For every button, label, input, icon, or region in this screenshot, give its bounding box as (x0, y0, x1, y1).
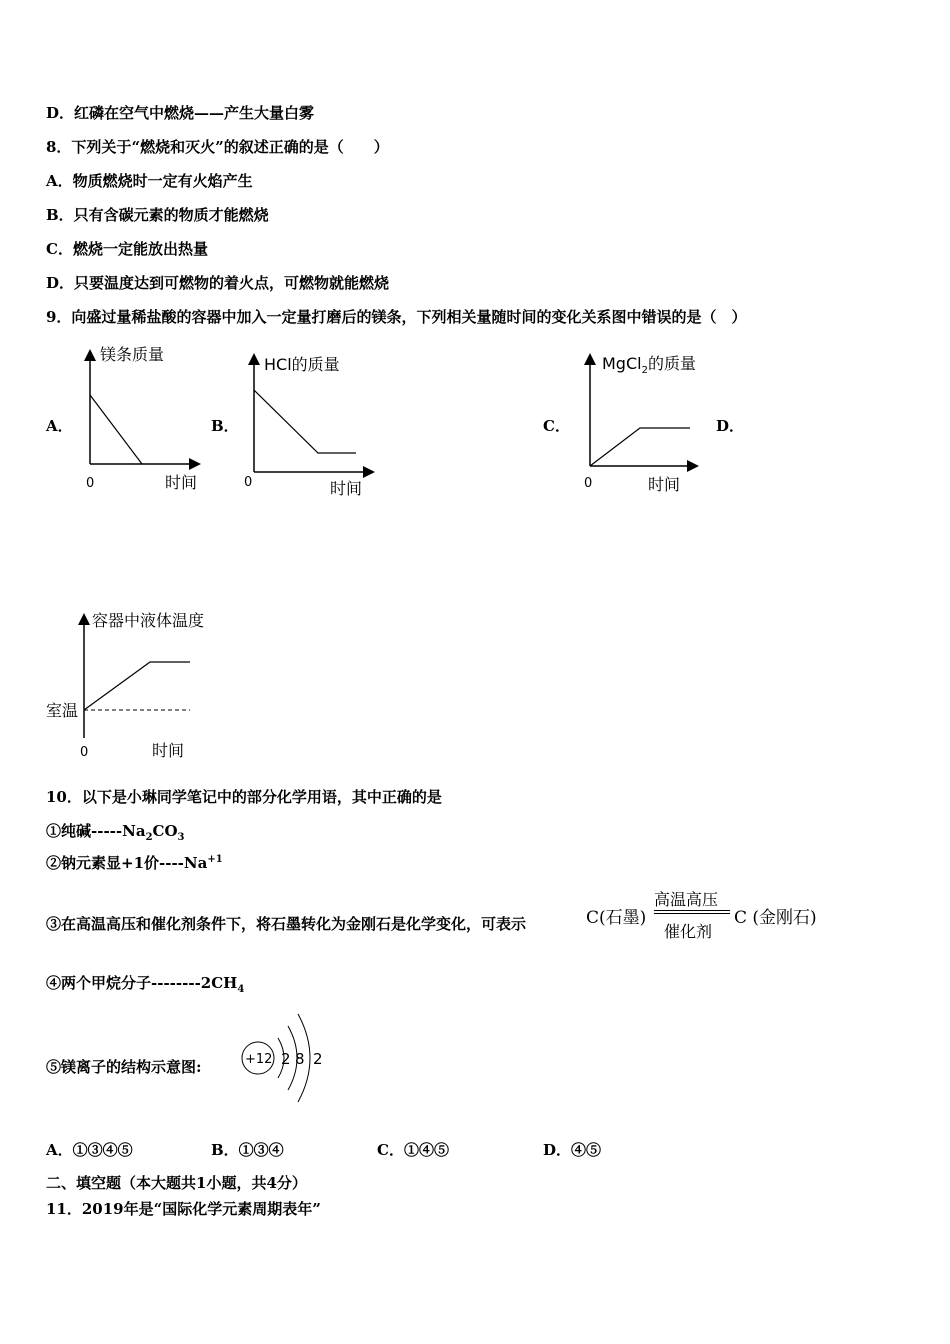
graph-d-xlabel: 时间 (152, 741, 185, 760)
q10-item2: ②钠元素显+1价$----Na^{+1}$ (46, 854, 223, 872)
shell-3-count: 2 (313, 1050, 323, 1068)
graph-a (74, 340, 214, 500)
q10-stem: 10．以下是小琳同学笔记中的部分化学用语，其中正确的是 (46, 788, 442, 806)
q9-label-d: D． (716, 417, 745, 435)
q10-item5: ⑤镁离子的结构示意图: (46, 1058, 202, 1076)
graph-c-ylabel: MgCl$_2$的质量 (602, 354, 696, 376)
q9-label-b: B． (211, 417, 239, 435)
graph-c-origin: 0 (584, 476, 593, 491)
graph-b (238, 348, 388, 504)
graph-b-ylabel: HCl的质量 (264, 355, 340, 374)
q10-option-a: A．①③④⑤ (46, 1141, 133, 1159)
q10-item3-arrow-top (654, 910, 730, 911)
graph-d-baseline-label: 室温 (46, 701, 79, 720)
q9-label-a: A． (46, 417, 73, 435)
q8-option-a: A．物质燃烧时一定有火焰产生 (46, 172, 253, 190)
graph-a-xlabel: 时间 (165, 473, 198, 492)
q10-item3-arrow-bottom (654, 913, 730, 914)
shell-1-count: 2 (281, 1050, 291, 1068)
q10-item4: ④两个甲烷分子$--------2CH_4$ (46, 974, 245, 995)
q8-stem: 8．下列关于“燃烧和灭火”的叙述正确的是（ ） (46, 138, 389, 156)
mg-ion-diagram (236, 1000, 336, 1118)
q10-item3-bottom: 催化剂 (664, 922, 713, 941)
q7-option-d: D．红磷在空气中燃烧——产生大量白雾 (46, 104, 315, 122)
q10-item3-top: 高温高压 (654, 890, 719, 909)
graph-a-origin: 0 (86, 476, 95, 491)
section2-heading: 二、填空题（本大题共1小题，共4分） (46, 1174, 307, 1192)
graph-a-curve (90, 395, 142, 464)
shell-2-count: 8 (295, 1050, 305, 1068)
graph-c-curve (590, 428, 690, 466)
nucleus-charge: +12 (245, 1052, 273, 1067)
graph-d-curve (84, 662, 190, 710)
q8-option-c: C．燃烧一定能放出热量 (46, 240, 208, 258)
q10-option-b: B．①③④ (211, 1141, 284, 1159)
graph-d (44, 604, 234, 764)
graph-b-curve (254, 390, 356, 453)
graph-b-origin: 0 (244, 475, 253, 490)
graph-b-xlabel: 时间 (330, 479, 363, 498)
q9-label-c: C． (543, 417, 570, 435)
graph-a-ylabel: 镁条质量 (100, 345, 165, 364)
graph-d-ylabel: 容器中液体温度 (92, 611, 205, 630)
q10-option-c: C．①④⑤ (377, 1141, 449, 1159)
q10-option-d: D．④⑤ (543, 1141, 602, 1159)
q10-item3: ③在高温高压和催化剂条件下，将石墨转化为金刚石是化学变化，可表示 (46, 915, 527, 933)
q11-stem: 11．2019年是“国际化学元素周期表年” (46, 1200, 321, 1218)
q10-item1: ①纯碱$-----Na_2CO_3$ (46, 822, 185, 843)
q8-option-b: B．只有含碳元素的物质才能燃烧 (46, 206, 269, 224)
q10-item3-right: C (金刚石) (734, 908, 817, 928)
q9-stem: 9．向盛过量稀盐酸的容器中加入一定量打磨后的镁条，下列相关量随时间的变化关系图中错误的是（ ） (46, 308, 747, 326)
graph-c-xlabel: 时间 (648, 475, 681, 494)
graph-d-origin: 0 (80, 745, 89, 760)
q8-option-d: D．只要温度达到可燃物的着火点，可燃物就能燃烧 (46, 274, 390, 292)
graph-c (572, 348, 712, 498)
q10-item3-left: C(石墨) (586, 908, 647, 928)
